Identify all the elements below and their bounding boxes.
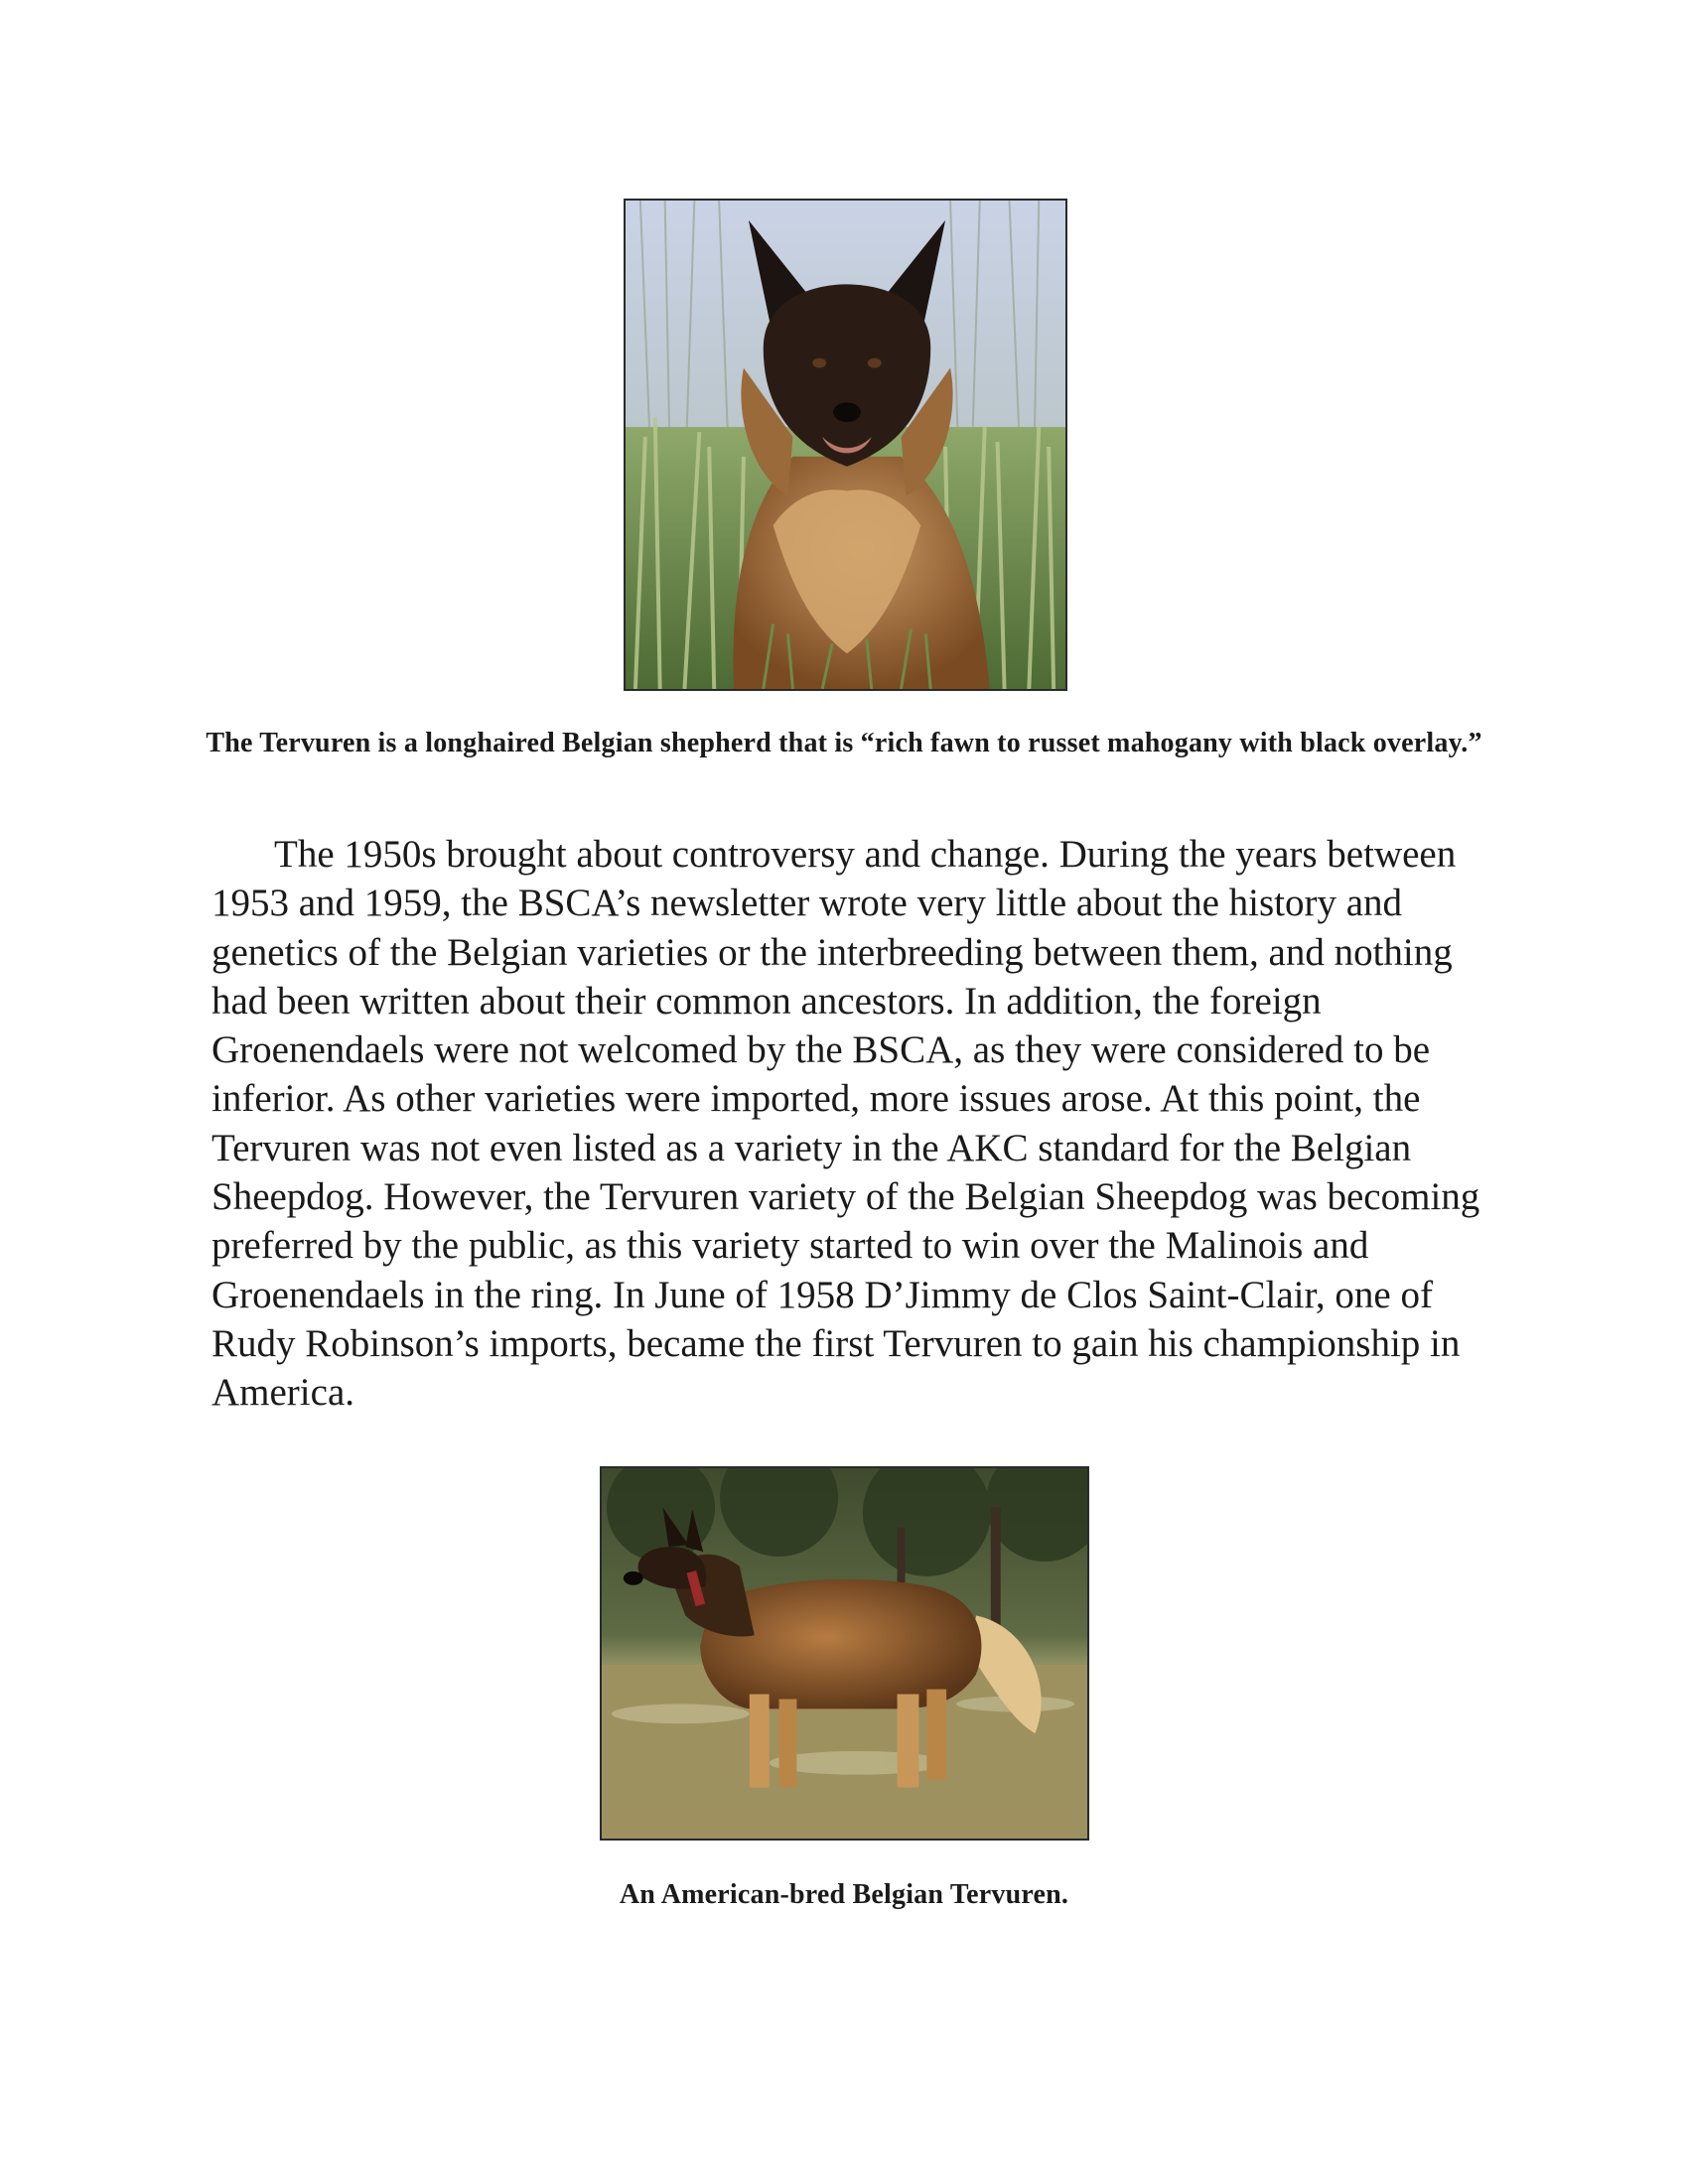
tervuren-profile-photo [600, 1466, 1089, 1841]
tervuren-portrait-photo [624, 199, 1067, 691]
body-paragraph: The 1950s brought about controversy and change. During the years between 1953 and 1959, the BSCA’s newsletter wrote very little about the history and genetics of the Belgian varieties or the interbreeding between them, and nothing had been written about their common ancestors. In addition, the foreign Groenendaels were not welcomed by the BSCA, as they were considered to be inferior. As other varieties were imported, more issues arose. At this point, the Tervuren was not even listed as a variety in the AKC standard for the Belgian Sheepdog. However, the Tervuren variety of the Belgian Sheepdog was becoming preferred by the public, as this variety started to win over the Malinois and Groenendaels in the ring. In June of 1958 D’Jimmy de Clos Saint-Clair, one of Rudy Robinson’s imports, became the first Tervuren to gain his championship in America. [211, 833, 1480, 1415]
figure-caption-1: The Tervuren is a longhaired Belgian shepherd that is “rich fawn to russet mahogany with black overlay.” [206, 728, 1482, 758]
tervuren-portrait-image [626, 201, 1065, 689]
figure-caption-2: An American-bred Belgian Tervuren. [619, 1879, 1069, 1910]
tervuren-profile-image [602, 1468, 1087, 1839]
